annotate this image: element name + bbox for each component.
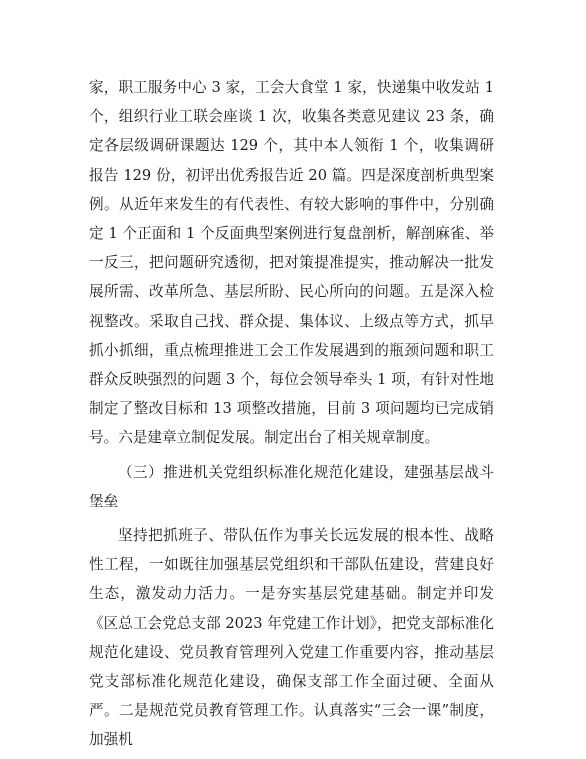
body-paragraph: 坚持把抓班子、带队伍作为事关长远发展的根本性、战略性工程，一如既往加强基层党组织和干部队伍建设，营建良好生态，激发动力活力。一是夯实基层党建基础。制定并印发《区总工会党总支部 2023 年党建工作计划》，把党支部标准化规范化建设、党员教育管理列入党建工作重要内容，推动基层党支部标准化规范化建设，确保支部工作全面过硬、全面从严。二是规范党员教育管理工作。认真落实“三会一课”制度，加强机 <box>89 527 494 749</box>
body-paragraph-continued: 家，职工服务中心 3 家，工会大食堂 1 家，快递集中收发站 1 个，组织行业工联会座谈 1 次，收集各类意见建议 23 条，确定各层级调研课题达 129 个，其中本人领衔 1 个，收集调研报告 129 份，初评出优秀报告近 20 篇。四是深度剖析典型案例。从近年来发生的有代表性、有较大影响的事件中，分别确定 1 个正面和 1 个反面典型案例进行复盘剖析，解剖麻雀、举一反三，把问题研究透彻，把对策提准提实，推动解决一批发展所需、改革所急、基层所盼、民心所向的问题。五是深入检视整改。采取自己找、群众提、集体议、上级点等方式，抓早抓小抓细，重点梳理推进工会工作发展遇到的瓶颈问题和职工群众反映强烈的问题 3 个，每位会领导牵头 1 项，有针对性地制定了整改目标和 13 项整改措施，目前 3 项问题均已完成销号。六是建章立制促发展。制定出台了相关规章制度。 <box>89 79 494 447</box>
document-body <box>89 73 494 755</box>
section-heading: （三）推进机关党组织标准化规范化建设，建强基层战斗堡垒 <box>89 463 494 510</box>
